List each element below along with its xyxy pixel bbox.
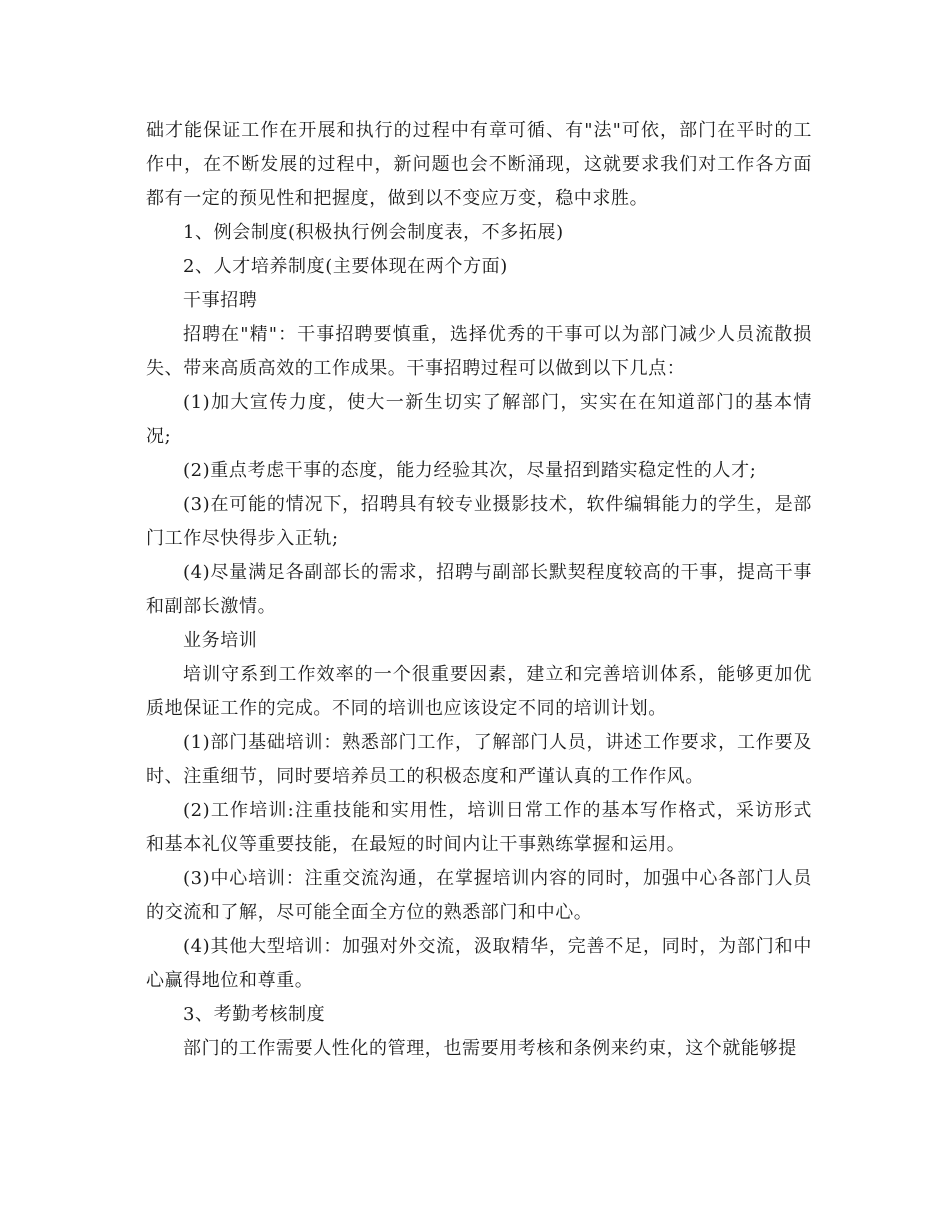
list-item-training-4: (4)其他大型培训：加强对外交流，汲取精华，完善不足，同时，为部门和中心赢得地位和尊重。 (146, 936, 812, 991)
paragraph-recruitment-intro: 招聘在"精"：干事招聘要慎重，选择优秀的干事可以为部门减少人员流散损失、带来高质高效的工作成果。干事招聘过程可以做到以下几点： (146, 324, 812, 379)
list-item-recruitment-2: (2)重点考虑干事的态度，能力经验其次，尽量招到踏实稳定性的人才; (183, 460, 757, 481)
list-item-training-2: (2)工作培训:注重技能和实用性，培训日常工作的基本写作格式，采访形式和基本礼仪等重要技能，在最短的时间内让干事熟练掌握和运用。 (146, 800, 812, 855)
paragraph-intro: 础才能保证工作在开展和执行的过程中有章可循、有"法"可依，部门在平时的工作中，在不断发展的过程中，新问题也会不断涌现，这就要求我们对工作各方面都有一定的预见性和把握度，做到以不变应万变，稳中求胜。 (146, 120, 812, 209)
list-item-recruitment-3: (3)在可能的情况下，招聘具有较专业摄影技术，软件编辑能力的学生，是部门工作尽快得步入正轨; (146, 494, 812, 549)
list-item-recruitment-1: (1)加大宣传力度，使大一新生切实了解部门，实实在在知道部门的基本情况; (146, 392, 812, 447)
list-item-training-3: (3)中心培训：注重交流沟通，在掌握培训内容的同时，加强中心各部门人员的交流和了解，尽可能全面全方位的熟悉部门和中心。 (146, 868, 812, 923)
paragraph-meeting-system: 1、例会制度(积极执行例会制度表，不多拓展) (183, 222, 564, 243)
paragraph-attendance-system: 3、考勤考核制度 (183, 1004, 326, 1025)
heading-recruitment: 干事招聘 (183, 290, 258, 311)
paragraph-attendance-intro: 部门的工作需要人性化的管理，也需要用考核和条例来约束，这个就能够提 (183, 1038, 797, 1059)
list-item-training-1: (1)部门基础培训：熟悉部门工作，了解部门人员，讲述工作要求，工作要及时、注重细节，同时要培养员工的积极态度和严谨认真的工作作风。 (146, 732, 812, 787)
list-item-recruitment-4: (4)尽量满足各副部长的需求，招聘与副部长默契程度较高的干事，提高干事和副部长激情。 (146, 562, 812, 617)
document-body (146, 114, 812, 1066)
heading-training: 业务培训 (183, 630, 258, 651)
paragraph-training-intro: 培训守系到工作效率的一个很重要因素，建立和完善培训体系，能够更加优质地保证工作的完成。不同的培训也应该设定不同的培训计划。 (146, 664, 812, 719)
paragraph-talent-system: 2、人才培养制度(主要体现在两个方面) (183, 256, 508, 277)
